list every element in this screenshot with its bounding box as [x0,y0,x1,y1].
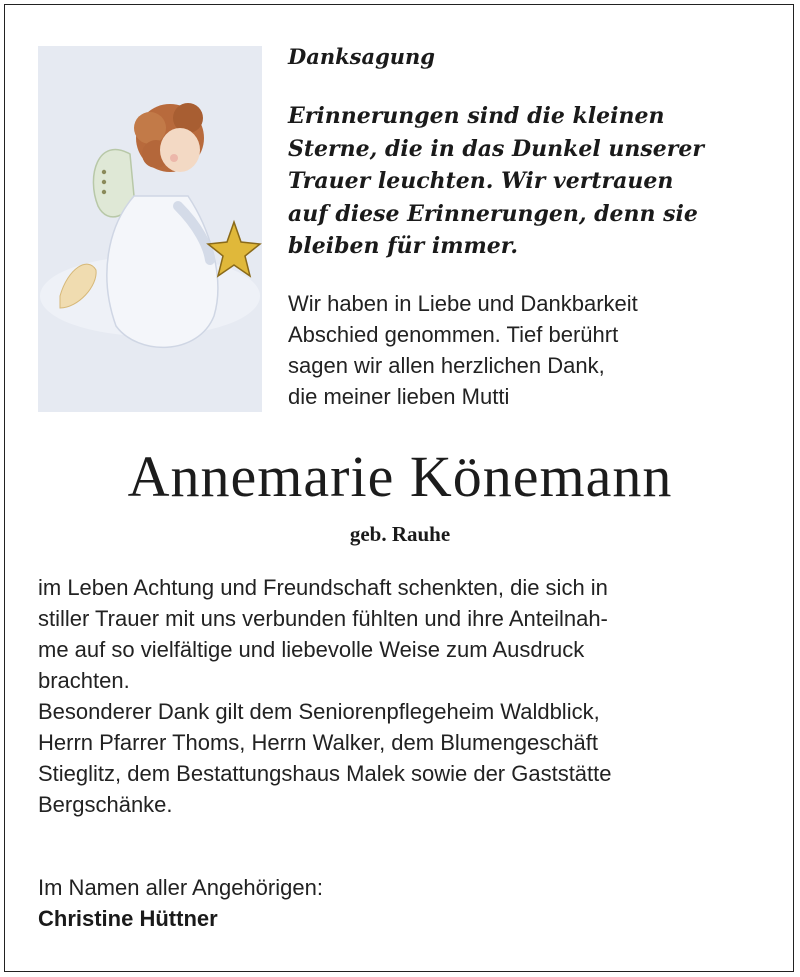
signer-name: Christine Hüttner [38,906,218,931]
intro-line: die meiner lieben Mutti [288,384,510,409]
deceased-name: Annemarie Könemann [127,444,673,509]
body-line: Bergschänke. [38,792,173,817]
quote-line: Erinnerungen sind die kleinen [288,103,665,129]
angel-with-star-icon [38,46,262,412]
intro-text [288,288,778,412]
thanks-body [38,572,778,820]
maiden-name: geb. Rauhe [349,522,451,546]
heading: Danksagung [288,44,435,69]
body-line: Besonderer Dank gilt dem Seniorenpflegeheim Waldblick, [38,699,600,724]
memorial-quote [288,100,778,263]
body-line: brachten. [38,668,130,693]
body-line: stiller Trauer mit uns verbunden fühlten und ihre Anteilnah- [38,606,608,631]
quote-line: Sterne, die in das Dunkel unserer [288,135,704,162]
quote-line: Trauer leuchten. Wir vertrauen [288,168,674,194]
closing-line: Im Namen aller Angehörigen: [38,875,323,900]
body-line: me auf so vielfältige und liebevolle Weise zum Ausdruck [38,637,585,662]
body-line: Herrn Pfarrer Thoms, Herrn Walker, dem Blumengeschäft [38,730,598,755]
body-line: Stieglitz, dem Bestattungshaus Malek sowie der Gaststätte [38,761,612,786]
quote-line: auf diese Erinnerungen, denn sie [288,200,698,227]
intro-line: Abschied genommen. Tief berührt [288,322,619,347]
intro-line: sagen wir allen herzlichen Dank, [288,353,605,378]
quote-line: bleiben für immer. [288,233,518,259]
intro-line: Wir haben in Liebe und Dankbarkeit [288,291,638,316]
body-line: im Leben Achtung und Freundschaft schenkten, die sich in [38,575,608,600]
